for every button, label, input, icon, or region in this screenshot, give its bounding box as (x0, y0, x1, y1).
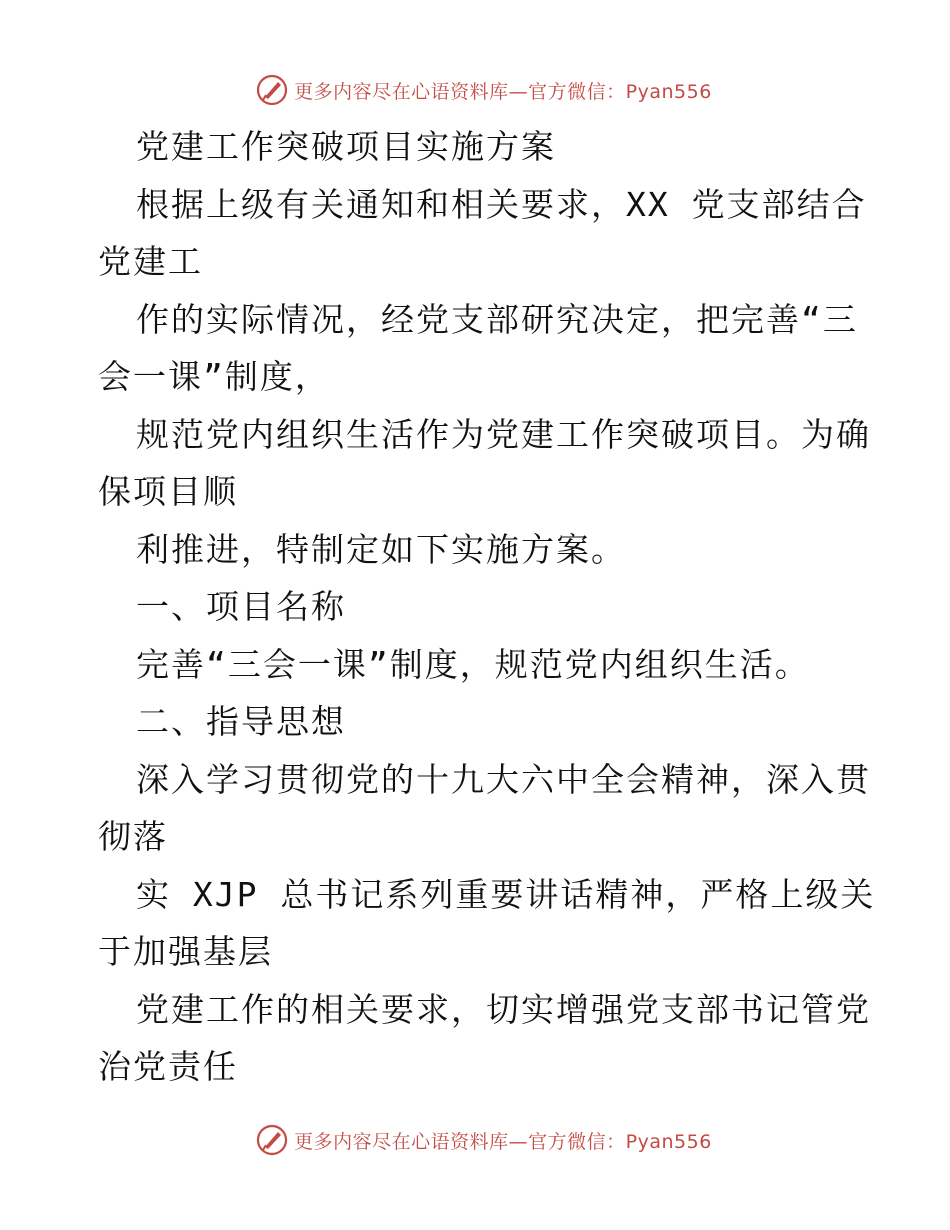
text-line: 深入学习贯彻党的十九大六中全会精神，深入贯 (136, 759, 871, 799)
text-line: 彻落 (98, 817, 168, 856)
watermark-group (256, 1124, 712, 1156)
footer-watermark (0, 1120, 950, 1160)
watermark-text: 更多内容尽在心语资料库—官方微信：Pyan556 (294, 80, 712, 103)
text-line: 规范党内组织生活作为党建工作突破项目。为确 (136, 414, 871, 454)
text-line: 党建工作突破项目实施方案 (136, 127, 556, 166)
text-line: 二、指导思想 (136, 702, 346, 741)
document-body (98, 118, 876, 1096)
quill-logo-icon (256, 1124, 288, 1156)
text-line: 保项目顺 (98, 472, 238, 511)
text-line: 作的实际情况，经党支部研究决定，把完善“三 (136, 299, 858, 339)
text-line: 完善“三会一课”制度，规范党内组织生活。 (136, 644, 810, 684)
quill-logo-icon (256, 74, 288, 106)
text-line: 党建工作的相关要求，切实增强党支部书记管党 (136, 989, 871, 1029)
text-line: 利推进，特制定如下实施方案。 (136, 529, 626, 569)
text-line: 治党责任 (98, 1047, 238, 1086)
text-line: 党建工 (98, 242, 203, 281)
watermark-text: 更多内容尽在心语资料库—官方微信：Pyan556 (294, 1130, 712, 1153)
text-line: 一、项目名称 (136, 587, 346, 626)
watermark-group (256, 74, 712, 106)
text-line: 根据上级有关通知和相关要求，XX 党支部结合 (136, 184, 867, 224)
text-line: 于加强基层 (98, 932, 273, 971)
header-watermark (0, 70, 950, 110)
text-line: 实 XJP 总书记系列重要讲话精神，严格上级关 (136, 874, 876, 914)
text-line: 会一课”制度， (98, 357, 330, 396)
